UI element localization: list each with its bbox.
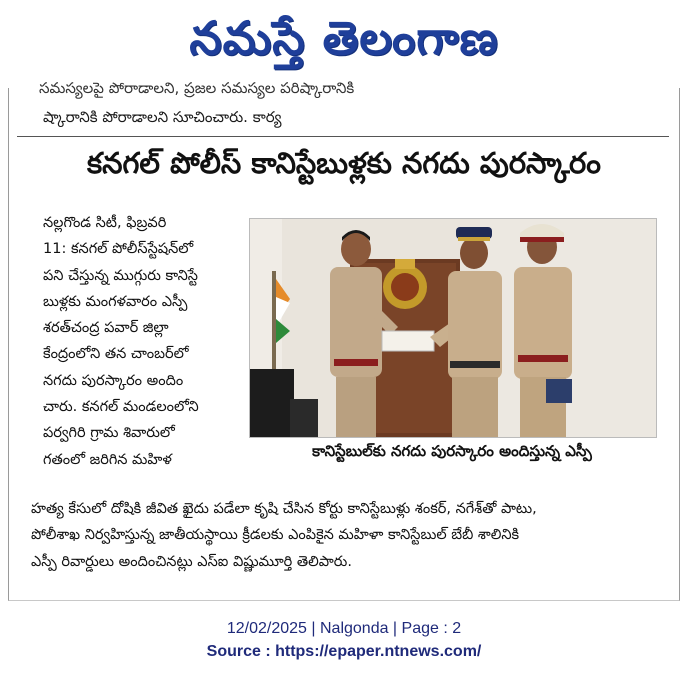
news-clipping — [8, 79, 680, 601]
body-line: 11: కనగల్ పోలీస్‌స్టేషన్‌లో — [43, 241, 194, 258]
article-headline: కనగల్ పోలీస్ కానిస్టేబుళ్లకు నగదు పురస్కారం — [87, 146, 601, 180]
body-line: చారు. కనగల్ మండలంలోని — [43, 399, 199, 416]
body-line: పర్వగిరి గ్రామ శివారులో — [43, 425, 175, 442]
previous-article-last-line: ష్కారానికి పోరాడాలని సూచించారు. కార్య — [43, 108, 282, 126]
body-line: కేంద్రంలోని తన చాంబర్‌లో — [43, 346, 189, 363]
police-reward-photo — [250, 219, 656, 437]
previous-article-cut-line: సమస్యలపై పోరాడాలని, ప్రజల సమస్యల పరిష్కారానికి — [39, 79, 355, 97]
body-line: గతంలో జరిగిన మహిళ — [43, 451, 172, 468]
body-line: ఎస్పీ రివార్డులు అందించినట్లు ఎస్ఐ విష్ణుమూర్తి తెలిపారు. — [31, 553, 352, 570]
body-line: శరత్‌చంద్ర పవార్ జిల్లా — [43, 320, 169, 337]
newspaper-logo: నమస్తే తెలంగాణ — [189, 11, 499, 65]
article-body-column — [43, 210, 249, 473]
body-line: నల్లగొండ సిటీ, ఫిబ్రవరి — [43, 215, 167, 231]
footer-source-link[interactable]: Source : https://epaper.ntnews.com/ — [206, 643, 482, 660]
body-line: నగదు పురస్కారం అందిం — [43, 372, 184, 389]
article-body-full-width — [31, 496, 659, 575]
masthead — [0, 2, 688, 86]
article-photo — [249, 218, 657, 438]
photo-caption: కానిస్టేబుల్‌కు నగదు పురస్కారం అందిస్తున్న ఎస్పీ — [312, 442, 592, 460]
footer-date-edition-page: 12/02/2025 | Nalgonda | Page : 2 — [226, 620, 462, 637]
article-divider — [17, 136, 669, 137]
body-line: బుళ్లకు మంగళవారం ఎస్పీ — [43, 293, 188, 310]
body-line: హత్య కేసులో దోషికి జీవిత ఖైదు పడేలా కృషి చేసిన కోర్టు కానిస్టేబుళ్లు శంకర్, నగేశ్‌తో పాటు, — [31, 501, 537, 517]
body-line: పోలీశాఖ నిర్వహిస్తున్న జాతీయస్థాయి క్రీడలకు ఎంపికైన మహిళా కానిస్టేబుల్ బేబీ శాలినికి — [31, 527, 520, 544]
body-line: పని చేస్తున్న ముగ్గురు కానిస్టే — [43, 267, 198, 284]
